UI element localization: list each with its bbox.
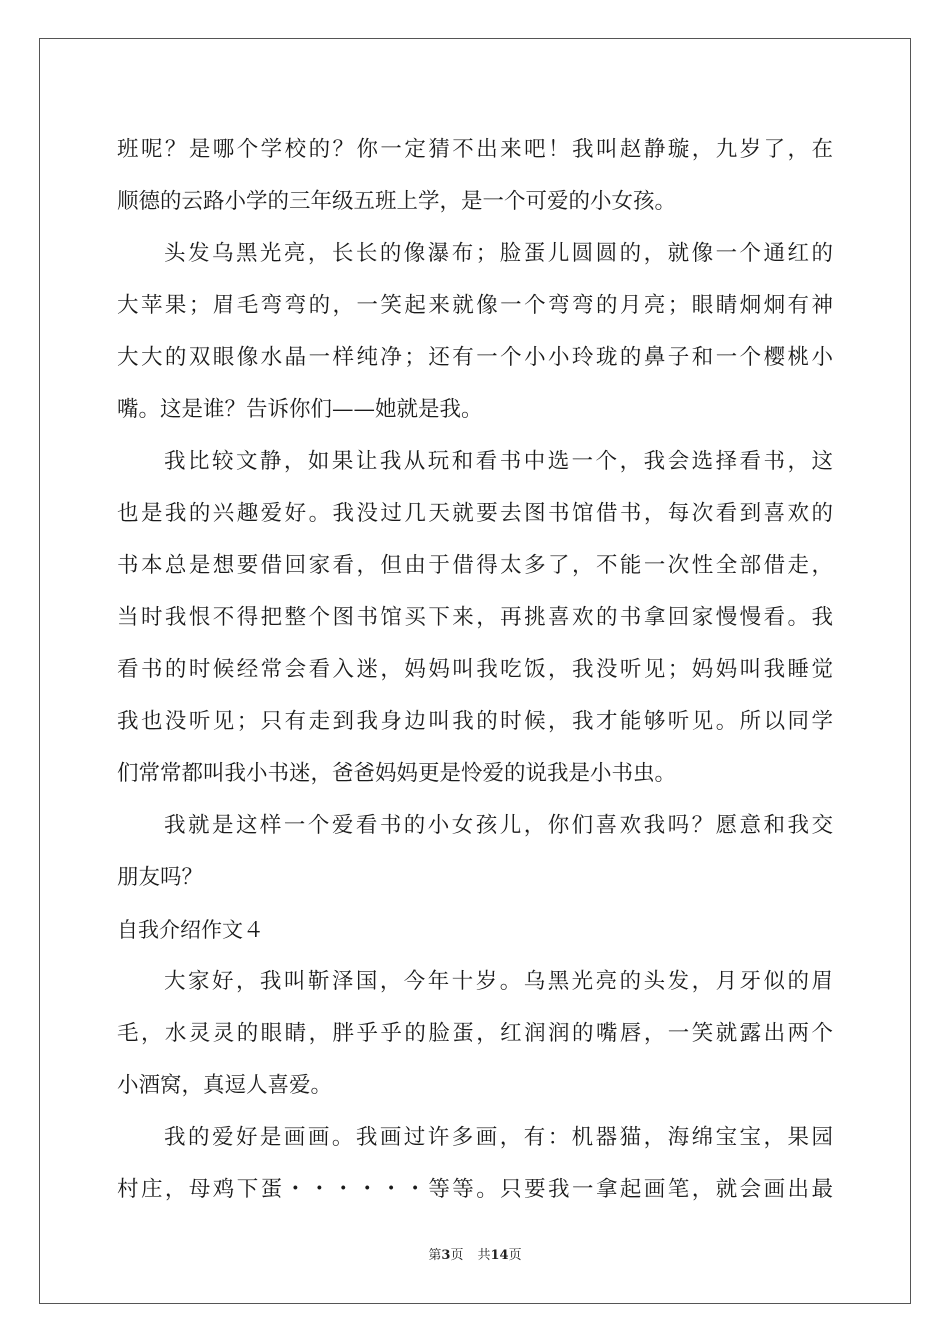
footer-total-suffix: 页 [508,1248,522,1263]
footer-total-pages: 14 [490,1248,509,1263]
footer-page-suffix: 页 [450,1248,464,1263]
text-line: 大大的双眼像水晶一样纯净；还有一个小小玲珑的鼻子和一个樱桃小 [117,345,833,370]
document-body [117,128,833,1220]
text-line: 顺德的云路小学的三年级五班上学，是一个可爱的小女孩。 [117,189,677,214]
text-line: 我比较文静，如果让我从玩和看书中选一个，我会选择看书，这 [164,449,833,474]
text-line: 大家好，我叫靳泽国，今年十岁。乌黑光亮的头发，月牙似的眉 [164,969,833,994]
text-line: 朋友吗？ [117,865,204,890]
text-line: 当时我恨不得把整个图书馆买下来，再挑喜欢的书拿回家慢慢看。我 [117,605,833,630]
text-line: 我就是这样一个爱看书的小女孩儿，你们喜欢我吗？愿意和我交 [164,813,833,838]
text-line: 大苹果；眉毛弯弯的，一笑起来就像一个弯弯的月亮；眼睛炯炯有神 [117,293,833,318]
page-footer [0,1247,950,1265]
text-line: 看书的时候经常会看入迷，妈妈叫我吃饭，我没听见；妈妈叫我睡觉 [117,657,833,682]
section-heading: 自我介绍作文４ [117,918,264,942]
text-line: 也是我的兴趣爱好。我没过几天就要去图书馆借书，每次看到喜欢的 [117,501,833,526]
text-line: 村庄，母鸡下蛋・・・・・・等等。只要我一拿起画笔，就会画出最 [117,1177,833,1202]
footer-prefix: 第 [428,1248,442,1263]
text-line: 小酒窝，真逗人喜爱。 [117,1073,333,1098]
text-line: 们常常都叫我小书迷，爸爸妈妈更是怜爱的说我是小书虫。 [117,761,677,786]
text-line: 我也没听见；只有走到我身边叫我的时候，我才能够听见。所以同学 [117,709,833,734]
text-line: 书本总是想要借回家看，但由于借得太多了，不能一次性全部借走， [117,553,833,578]
text-line: 嘴。这是谁？告诉你们——她就是我。 [117,397,483,422]
text-line: 头发乌黑光亮，长长的像瀑布；脸蛋儿圆圆的，就像一个通红的 [164,241,833,266]
text-line: 班呢？是哪个学校的？你一定猜不出来吧！我叫赵静璇，九岁了，在 [117,137,833,162]
text-line: 毛，水灵灵的眼睛，胖乎乎的脸蛋，红润润的嘴唇，一笑就露出两个 [117,1021,833,1046]
footer-total-prefix: 共 [477,1248,491,1263]
footer-page-number: 3 [441,1248,451,1263]
text-line: 我的爱好是画画。我画过许多画，有：机器猫，海绵宝宝，果园 [164,1125,833,1150]
